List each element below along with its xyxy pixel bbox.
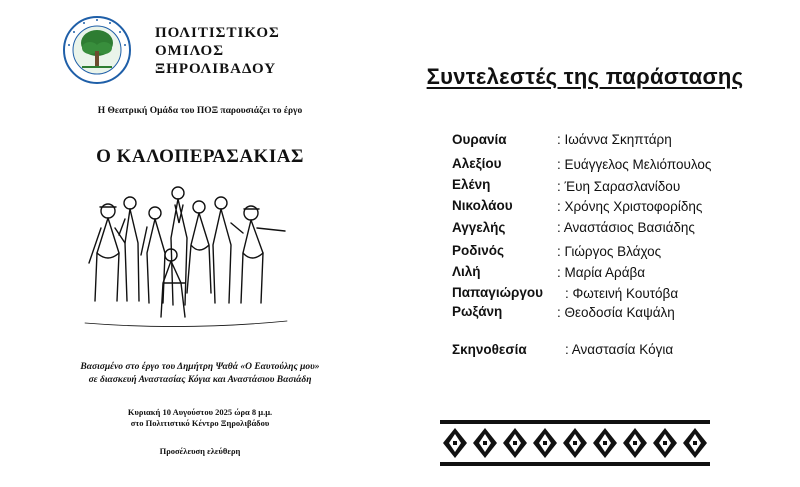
cast-actor: : Αναστάσιος Βασιάδης [557, 220, 695, 235]
cast-actor: : Ιωάννα Σκηπτάρη [557, 132, 672, 147]
org-line: ΠΟΛΙΤΙΣΤΙΚΟΣ [155, 25, 280, 41]
play-title: Ο ΚΑΛΟΠΕΡΑΣΑΚΙΑΣ [96, 146, 304, 167]
credits-heading: Συντελεστές της παράστασης [426, 64, 744, 89]
organization-name [155, 24, 280, 78]
event-date-place [0, 407, 400, 429]
adaptation-credit [0, 361, 400, 387]
cast-role: Παπαγιώργου [452, 285, 543, 300]
cast-role: Λιλή [452, 264, 481, 279]
cast-role: Νικολάου [452, 198, 513, 213]
cast-actor: : Ευάγγελος Μελιόπουλος [557, 157, 712, 172]
figure-5 [187, 201, 211, 293]
figure-2 [119, 197, 139, 301]
cast-actor: : Γιώργος Βλάχος [557, 244, 662, 259]
figure-4 [171, 187, 187, 305]
cast-role: Ουρανία [452, 132, 507, 147]
cast-role: Αγγελής [452, 220, 506, 235]
cast-role: Αλεξίου [452, 156, 502, 171]
basis-line: σε διασκευή Αναστασίας Κόγια και Αναστάσιου Βασιάδη [88, 375, 312, 385]
cast-role: Ελένη [452, 177, 491, 192]
club-logo [62, 15, 132, 85]
director-role: Σκηνοθεσία [452, 342, 527, 357]
cast-actor: : Έυη Σαρασλανίδου [557, 179, 681, 194]
org-line: ΞΗΡΟΛΙΒΑΔΟΥ [155, 61, 277, 77]
basis-line: Βασισμένο στο έργο του Δημήτρη Ψαθά «Ο Εαυτούλης μου» [80, 362, 320, 372]
decorative-pattern [440, 420, 710, 466]
figure-6 [213, 197, 243, 303]
cast-role: Ροδινός [452, 243, 504, 258]
intro-text: Η Θεατρική Ομάδα του ΠΟΞ παρουσιάζει το έργο [97, 106, 303, 116]
cast-actor: : Χρόνης Χριστοφορίδης [557, 199, 703, 214]
figure-8 [241, 206, 285, 303]
figure-1 [89, 204, 125, 301]
figure-3 [141, 207, 165, 303]
org-line: ΟΜΙΛΟΣ [155, 43, 225, 59]
cast-actor: : Φωτεινή Κουτόβα [565, 286, 679, 301]
entry-note: Προσέλευση ελεύθερη [159, 446, 241, 456]
cast-role: Ρωξάνη [452, 304, 503, 319]
event-venue: στο Πολιτιστικό Κέντρο Ξηρολιβάδου [130, 418, 270, 428]
cast-illustration [75, 183, 295, 335]
cast-actor: : Μαρία Αράβα [557, 265, 646, 280]
event-date: Κυριακή 10 Αυγούστου 2025 ώρα 8 μ.μ. [127, 407, 273, 417]
director-name: : Αναστασία Κόγια [565, 342, 674, 357]
cast-actor: : Θεοδοσία Καψάλη [557, 305, 675, 320]
